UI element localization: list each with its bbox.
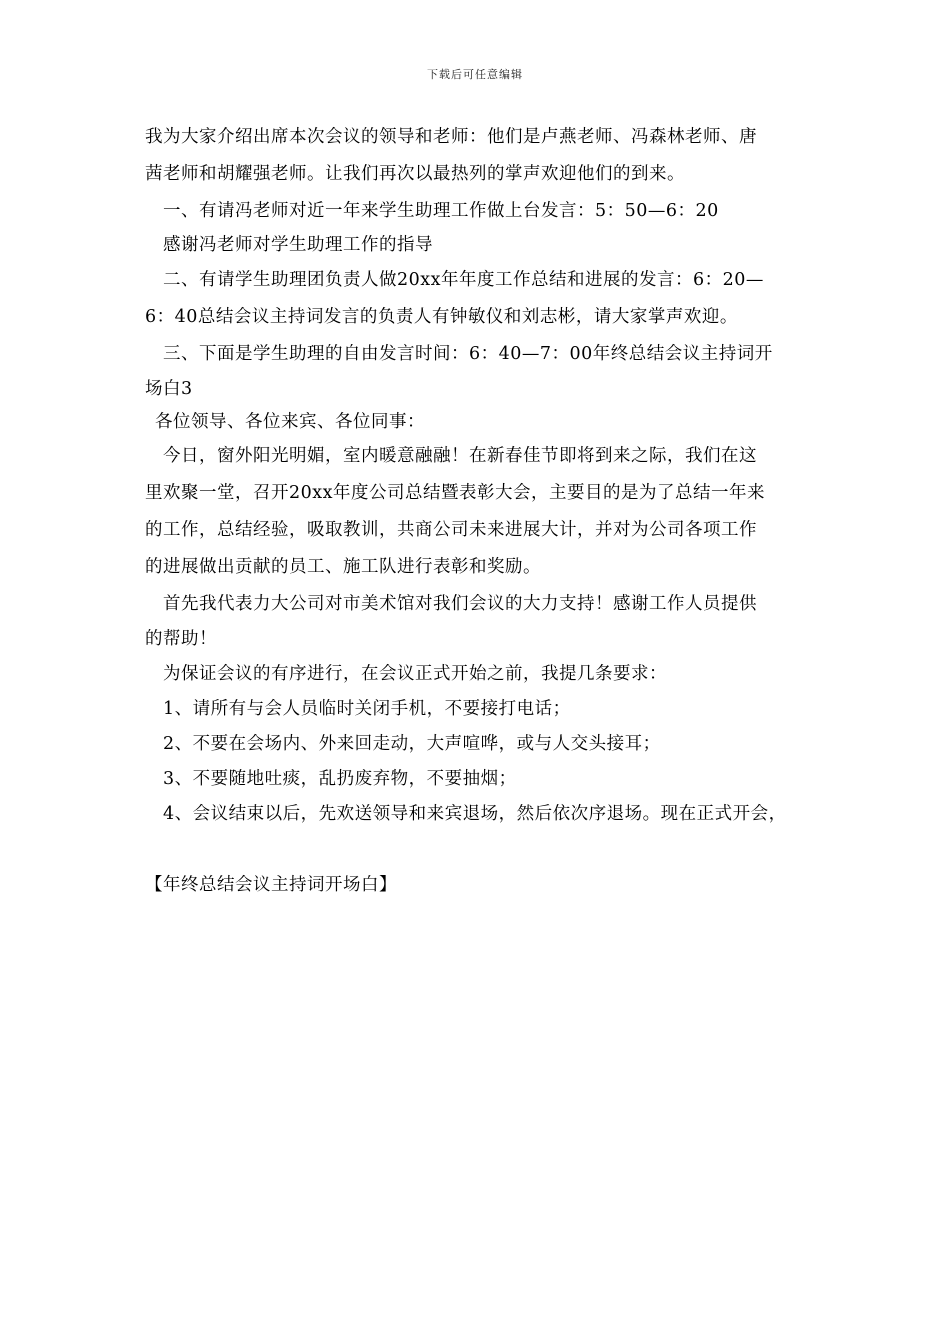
paragraph-line: 为保证会议的有序进行，在会议正式开始之前，我提几条要求： [163, 664, 667, 684]
paragraph-line: 二、有请学生助理团负责人做20xx年年度工作总结和进展的发言：6：20— [163, 270, 764, 290]
list-item: 1、请所有与会人员临时关闭手机，不要接打电话； [163, 699, 571, 719]
paragraph-line: 首先我代表力大公司对市美术馆对我们会议的大力支持！感谢工作人员提供 [163, 594, 757, 614]
paragraph-line: 6：40总结会议主持词发言的负责人有钟敏仪和刘志彬，请大家掌声欢迎。 [145, 307, 738, 327]
paragraph-line: 茜老师和胡耀强老师。让我们再次以最热列的掌声欢迎他们的到来。 [145, 164, 685, 184]
paragraph-line: 三、下面是学生助理的自由发言时间：6：40—7：00年终总结会议主持词开 [163, 344, 773, 364]
paragraph-line: 一、有请冯老师对近一年来学生助理工作做上台发言：5：50—6：20 [163, 201, 719, 221]
list-item: 4、会议结束以后，先欢送领导和来宾退场，然后依次序退场。现在正式开会， [163, 804, 787, 824]
paragraph-line: 场白3 [145, 379, 193, 399]
paragraph-line: 各位领导、各位来宾、各位同事： [155, 412, 425, 432]
paragraph-line: 的帮助！ [145, 629, 217, 649]
list-item: 3、不要随地吐痰，乱扔废弃物，不要抽烟； [163, 769, 517, 789]
page-header: 下载后可任意编辑 [427, 68, 523, 81]
paragraph-line: 的进展做出贡献的员工、施工队进行表彰和奖励。 [145, 557, 541, 577]
paragraph-line: 的工作，总结经验，吸取教训，共商公司未来进展大计，并对为公司各项工作 [145, 520, 757, 540]
paragraph-line: 里欢聚一堂，召开20xx年度公司总结暨表彰大会，主要目的是为了总结一年来 [145, 483, 766, 503]
list-item: 2、不要在会场内、外来回走动，大声喧哗，或与人交头接耳； [163, 734, 661, 754]
paragraph-line: 感谢冯老师对学生助理工作的指导 [163, 235, 433, 255]
paragraph-line: 我为大家介绍出席本次会议的领导和老师：他们是卢燕老师、冯森林老师、唐 [145, 127, 757, 147]
paragraph-line: 今日，窗外阳光明媚，室内暖意融融！在新春佳节即将到来之际，我们在这 [163, 446, 757, 466]
footer-title: 【年终总结会议主持词开场白】 [145, 875, 397, 895]
